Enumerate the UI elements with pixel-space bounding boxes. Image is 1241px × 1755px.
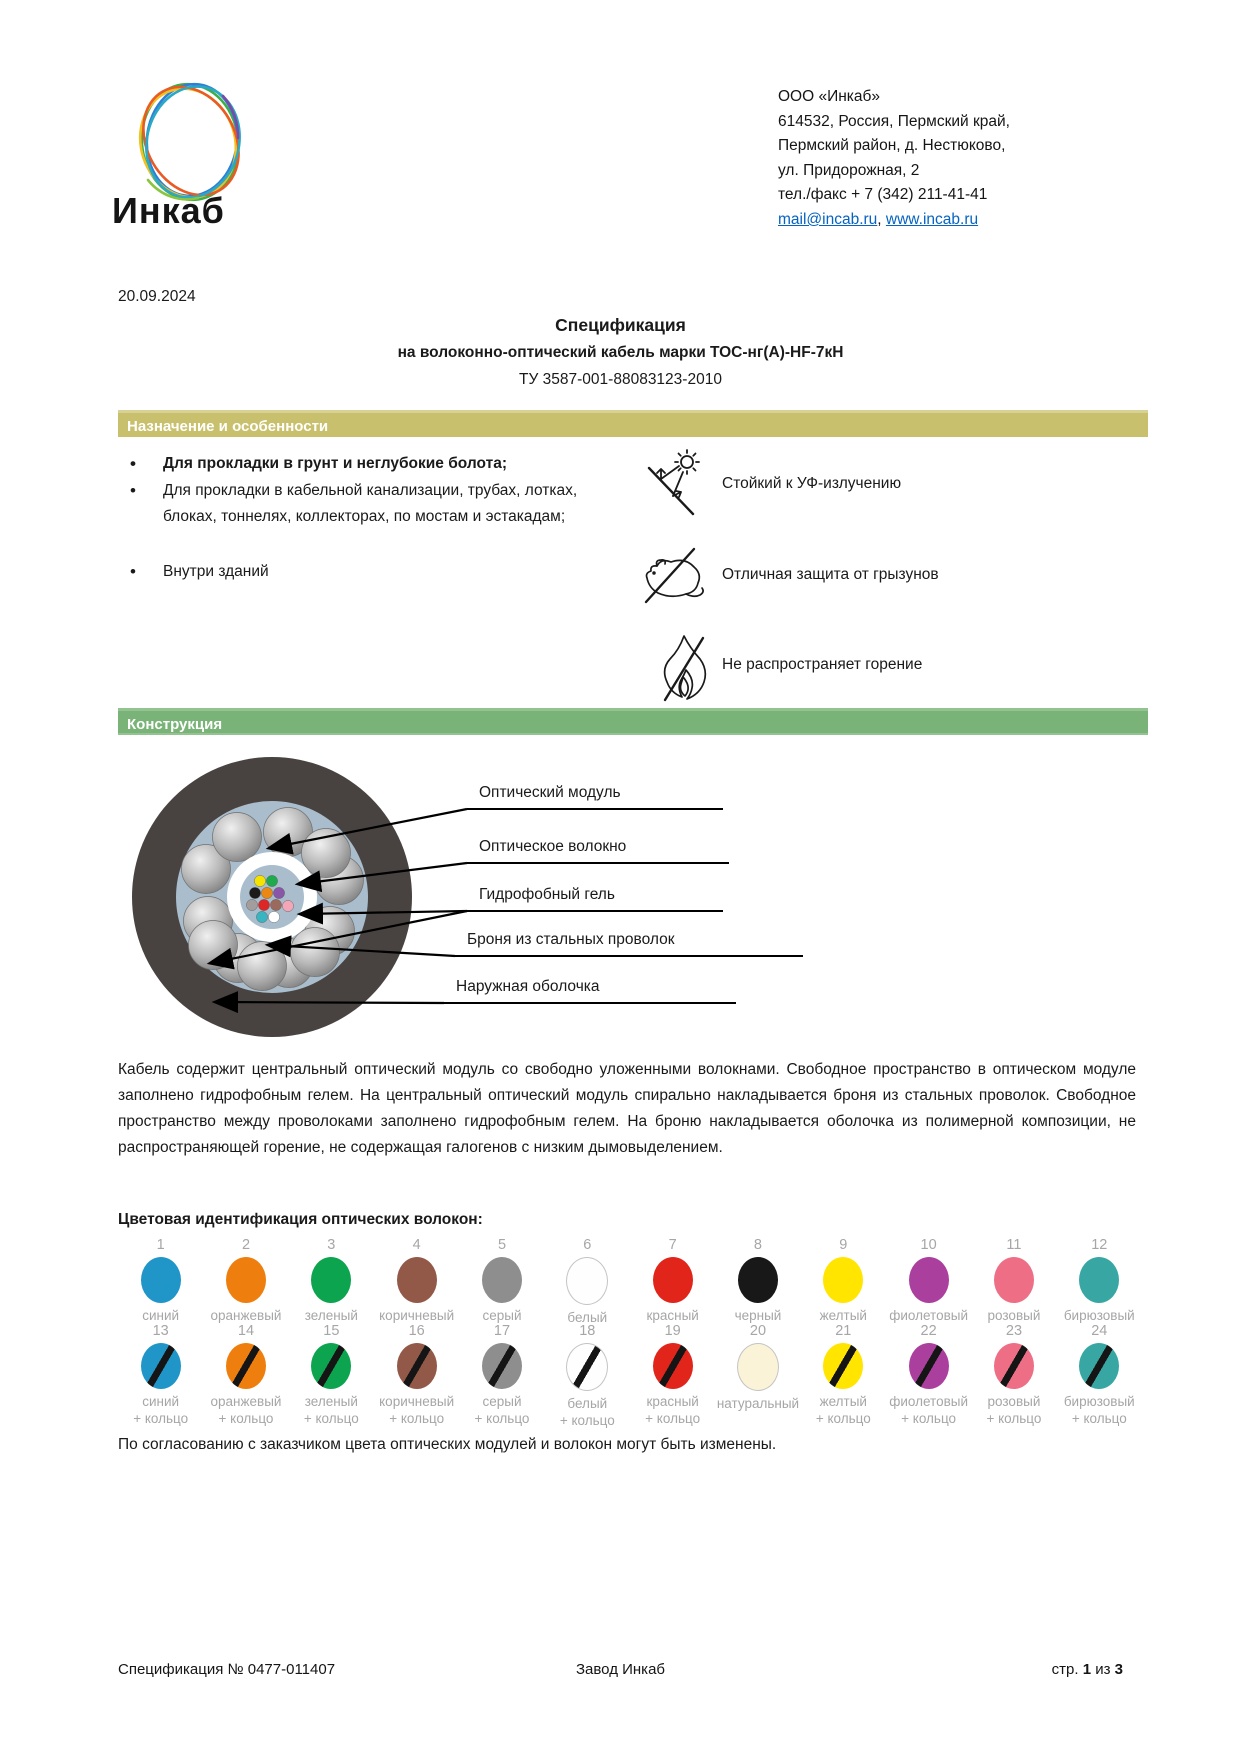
footer-page-counter: стр. 1 из 3 [1051,1661,1123,1678]
fiber-color-label: белый [567,1396,608,1411]
label-steel-wire-armor: Броня из стальных проволок [455,930,803,957]
fiber-color-label: черный [734,1308,782,1323]
fiber-color-cell [971,1322,1056,1429]
fiber-color-cell [715,1236,800,1326]
fiber-number: 22 [920,1323,937,1339]
purpose-bullet-3: • Внутри зданий [130,559,600,585]
fiber-color-label-ring: + кольцо [133,1411,189,1426]
fiber-color-label: красный [646,1394,699,1409]
fiber-color-label: фиолетовый [889,1308,968,1323]
fiber-color-row-2 [118,1322,1142,1429]
fiber-colors-note: По согласованию с заказчиком цвета оптических модулей и волокон могут быть изменены. [118,1436,777,1453]
company-name: ООО «Инкаб» [778,88,881,105]
fiber-color-cell [289,1322,374,1429]
footer-spec-number: Спецификация № 0477-011407 [118,1661,336,1678]
uv-resistant-icon [642,448,710,523]
fiber-color-label: натуральный [716,1396,800,1411]
links-line [778,208,1138,233]
fiber-swatch-ringed [482,1343,522,1389]
fiber-swatch [226,1257,266,1303]
fiber-color-label-ring: + кольцо [474,1411,530,1426]
fiber-number: 21 [835,1323,852,1339]
label-optical-module: Оптический модуль [467,783,723,810]
footer-factory: Завод Инкаб [575,1661,666,1678]
fiber-color-label-ring: + кольцо [1071,1411,1127,1426]
fiber-number: 5 [497,1237,507,1253]
logo-wordmark: Инкаб [112,190,225,231]
fiber-color-label: зеленый [304,1308,358,1323]
fiber-color-cell [971,1236,1056,1326]
fiber-swatch-ringed [823,1343,863,1389]
no-rodents-icon [640,545,708,612]
website-link[interactable]: www.incab.ru [885,210,979,228]
fiber-color-label: зеленый [304,1394,358,1409]
fiber-color-cell [203,1236,288,1326]
company-contact-block [778,85,1138,233]
fiber-number: 14 [237,1323,255,1339]
fiber-color-cell [1057,1236,1142,1326]
fiber-color-cell [715,1322,800,1429]
page-footer [118,1661,1123,1678]
feature-fire-text: Не распространяет горение [722,656,923,673]
document-title: Спецификация [555,315,686,335]
fiber-color-row-1 [118,1236,1142,1326]
fiber-swatch-ringed [311,1343,351,1389]
fiber-color-label: бирюзовый [1063,1308,1135,1323]
feature-rodent-text: Отличная защита от грызунов [722,566,939,583]
fiber-color-cell [545,1322,630,1429]
fiber-number: 12 [1091,1237,1108,1253]
fiber-color-label: оранжевый [210,1308,282,1323]
fiber-color-cell [630,1236,715,1326]
fiber-color-cell [289,1236,374,1326]
fiber-color-label: красный [646,1308,699,1323]
fiber-swatch [994,1257,1034,1303]
fiber-number: 17 [493,1323,511,1339]
fiber-color-label: коричневый [379,1308,455,1323]
fiber-color-label: бирюзовый [1063,1394,1135,1409]
links-separator: , [877,210,886,228]
section-header-purpose: Назначение и особенности [118,410,1148,437]
no-fire-icon [650,632,718,709]
phone-line: тел./факс + 7 (342) 211-41-41 [778,186,988,204]
fiber-color-label: белый [567,1310,608,1325]
fiber-color-label-ring: + кольцо [389,1411,445,1426]
fiber-color-label-ring: + кольцо [645,1411,701,1426]
fiber-color-label: синий [142,1394,180,1409]
fiber-number: 2 [241,1237,251,1253]
fiber-color-cell [801,1322,886,1429]
fiber-number: 6 [583,1237,592,1253]
fiber-color-label: серый [482,1394,522,1409]
fiber-color-label-ring: + кольцо [986,1411,1042,1426]
document-tu-number: ТУ 3587-001-88083123-2010 [519,371,722,388]
fiber-color-cell [203,1322,288,1429]
fiber-color-cell [801,1236,886,1326]
construction-description: Кабель содержит центральный оптический модуль со свободно уложенными волокнами. Свободное пространство в оптическом модуле заполнено гидрофобным гелем. На центральный оптический модуль спирально накладывается броня из стальных проволок. Свободное пространство между проволоками заполнено гидрофобным гелем. На броню накладывается оболочка из полимерной композиции, не распространяющей горение, не содержащая галогенов с низким дымовыделением. [118,1061,1136,1156]
fiber-swatch-ringed [141,1343,181,1389]
fiber-color-label: синий [142,1308,180,1323]
address-line: Пермский район, д. Нестюково, [778,137,1006,155]
fiber-number: 16 [408,1323,425,1339]
feature-uv-text: Стойкий к УФ-излучению [722,475,902,492]
fiber-number: 3 [327,1237,336,1253]
fiber-number: 18 [579,1323,596,1339]
fiber-number: 1 [156,1237,165,1253]
fiber-color-cell [374,1322,459,1429]
fiber-swatch-ringed [1079,1343,1119,1389]
fiber-number: 4 [412,1237,421,1253]
fiber-color-label: розовый [987,1394,1041,1409]
fiber-number: 10 [920,1237,937,1253]
fiber-number: 20 [749,1323,767,1339]
fiber-swatch [1079,1257,1119,1303]
fiber-color-label-ring: + кольцо [559,1413,615,1428]
fiber-swatch-ringed [994,1343,1034,1389]
label-hydrophobic-gel: Гидрофобный гель [467,885,723,912]
fiber-color-cell [1057,1322,1142,1429]
fiber-color-label: коричневый [379,1394,455,1409]
fiber-color-label: фиолетовый [889,1394,968,1409]
fiber-swatch-ringed [653,1343,693,1389]
fiber-color-cell [118,1236,203,1326]
purpose-bullet-1: • Для прокладки в грунт и неглубокие болота; [130,451,600,477]
fiber-number: 19 [664,1323,681,1339]
fiber-color-label: серый [482,1308,522,1323]
fiber-color-label-ring: + кольцо [815,1411,871,1426]
fiber-color-label-ring: + кольцо [303,1411,359,1426]
fiber-colors-heading: Цветовая идентификация оптических волокон: [118,1211,483,1228]
fiber-number: 24 [1091,1323,1108,1339]
fiber-swatch-ringed [566,1343,608,1391]
fiber-swatch [909,1257,949,1303]
fiber-color-label: розовый [987,1308,1041,1323]
fiber-swatch [823,1257,863,1303]
fiber-swatch [566,1257,608,1305]
label-outer-sheath: Наружная оболочка [444,977,736,1004]
fiber-color-label: желтый [819,1308,867,1323]
fiber-color-label: оранжевый [210,1394,282,1409]
fiber-color-cell [545,1236,630,1326]
fiber-swatch [738,1257,778,1303]
fiber-color-cell [459,1322,544,1429]
fiber-number: 11 [1006,1237,1022,1253]
fiber-color-cell [118,1322,203,1429]
section-header-construction: Конструкция [118,708,1148,735]
fiber-swatch [311,1257,351,1303]
purpose-bullet-2: • Для прокладки в кабельной канализации, трубах, лотках, блоках, тоннелях, коллекторах, по мостам и эстакадам; [130,478,600,530]
fiber-number: 23 [1005,1323,1023,1339]
fiber-number: 13 [152,1323,169,1339]
fiber-color-cell [630,1322,715,1429]
label-optical-fiber: Оптическое волокно [467,837,729,864]
fiber-swatch [737,1343,779,1391]
fiber-color-cell [886,1322,971,1429]
fiber-color-label-ring: + кольцо [901,1411,957,1426]
document-date: 20.09.2024 [118,288,196,305]
fiber-color-label-ring: + кольцо [218,1411,274,1426]
address-line: 614532, Россия, Пермский край, [778,112,1010,130]
fiber-number: 7 [668,1237,677,1253]
fiber-swatch-ringed [909,1343,949,1389]
fiber-number: 9 [839,1237,848,1253]
fiber-swatch [141,1257,181,1303]
fiber-color-cell [374,1236,459,1326]
fiber-swatch [653,1257,693,1303]
address-line: ул. Придорожная, 2 [778,161,920,179]
fiber-color-label: желтый [819,1394,867,1409]
fiber-swatch-ringed [226,1343,266,1389]
fiber-swatch-ringed [397,1343,437,1389]
fiber-number: 15 [323,1323,340,1339]
fiber-swatch [397,1257,437,1303]
fiber-color-cell [459,1236,544,1326]
document-subtitle: на волоконно-оптический кабель марки ТОС-нг(А)-HF-7кН [397,344,844,361]
email-link[interactable]: mail@incab.ru [778,210,878,228]
fiber-number: 8 [753,1237,762,1253]
fiber-color-cell [886,1236,971,1326]
fiber-swatch [482,1257,522,1303]
